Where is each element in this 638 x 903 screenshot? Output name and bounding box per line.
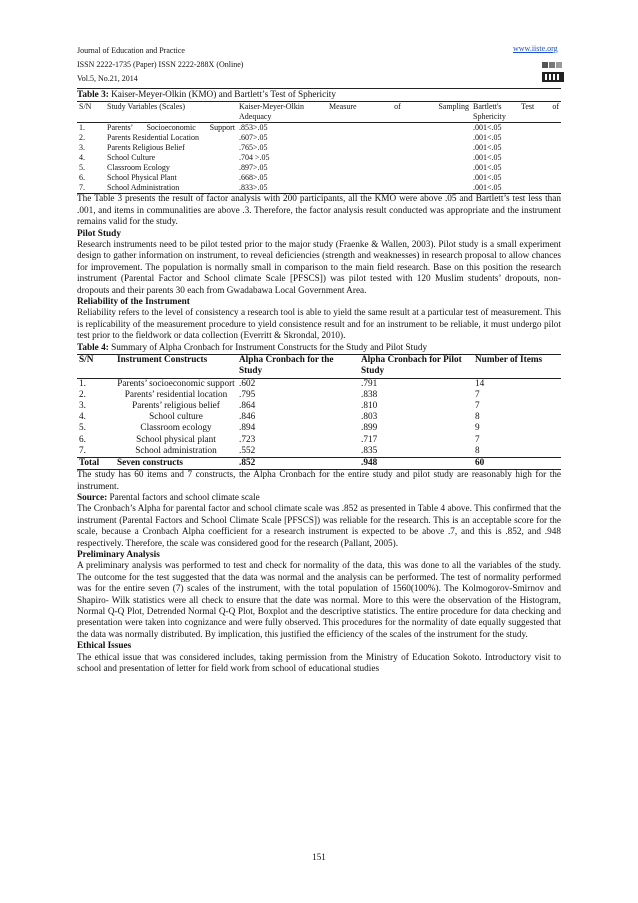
row-alpha-study: .864	[239, 400, 256, 411]
row-alpha-study: .894	[239, 423, 256, 434]
row-sn: 4.	[79, 153, 85, 163]
pilot-study-text: Research instruments need to be pilot tested prior to the major study (Fraenke & Wallen, 2003). Pilot study is a small experiment design to gather information on instrument, to reveal deficiencies (strength and weaknesses) in research proposal to allow chances for improvement. The population is normally small in comparison to the main field research. Base on this position the research instrument (Parental Factor and School climate Scale [PFSCS]) was pilot tested with 120 Muslim students’ dropouts, non-dropouts and their parents 30 each from Gwadabawa Local Government Area.	[77, 240, 561, 296]
row-sn: 7.	[79, 445, 86, 456]
table3-col-kmo: Kaiser-Meyer-Olkin Adequacy	[239, 102, 304, 122]
row-alpha-study: .602	[239, 378, 256, 389]
row-sn: 5.	[79, 163, 85, 173]
table3-label: Table 3:	[77, 90, 109, 100]
table-row	[77, 401, 561, 412]
page-header	[77, 44, 243, 86]
row-alpha-pilot: .835	[361, 445, 378, 456]
row-alpha-pilot: .810	[361, 400, 378, 411]
volume-line: Vol.5, No.21, 2014	[77, 74, 138, 83]
table3-caption	[77, 90, 561, 101]
reliability-heading: Reliability of the Instrument	[77, 297, 190, 308]
table3-col-variables: Study Variables (Scales)	[107, 102, 186, 112]
row-items: 7	[475, 389, 480, 400]
table-row	[77, 173, 561, 183]
table-row	[77, 163, 561, 173]
total-label: Total	[79, 457, 100, 468]
row-construct: Parents’ socioeconomic support	[117, 378, 235, 389]
row-construct: School administration	[135, 445, 217, 456]
header-rule	[77, 88, 561, 89]
row-sn: 6.	[79, 173, 85, 183]
row-construct: Classroom ecology	[140, 423, 212, 434]
row-variable: Parents Residential Location	[107, 133, 199, 143]
journal-url-link[interactable]: www.iiste.org	[513, 44, 558, 53]
row-bartlett: .001<.05	[473, 123, 502, 133]
row-variable: School Physical Plant	[107, 173, 177, 183]
table4-col-alpha-study: Alpha Cronbach for the Study	[239, 355, 334, 377]
table-row	[77, 143, 561, 153]
row-bartlett: .001<.05	[473, 183, 502, 193]
row-kmo: .668>.05	[239, 173, 268, 183]
table3-discussion: The Table 3 presents the result of factor analysis with 200 participants, all the KMO were above .05 and Bartlett’s test less than .001, and items in communalities are above .3. Therefore, the factor analysis result conducted was appropriate and the instrument remains valid for the study.	[77, 194, 561, 228]
row-sn: 1.	[79, 123, 85, 133]
row-bartlett: .001<.05	[473, 153, 502, 163]
row-variable: School Culture	[107, 153, 156, 163]
source-line	[77, 493, 561, 504]
row-alpha-study: .552	[239, 445, 256, 456]
page-number: 151	[312, 852, 326, 862]
row-variable: School Administration	[107, 183, 180, 193]
table3-title: Kaiser-Meyer-Olkin (KMO) and Bartlett’s Test of Sphericity	[108, 90, 336, 100]
row-alpha-pilot: .791	[361, 378, 378, 389]
row-bartlett: .001<.05	[473, 143, 502, 153]
row-sn: 2.	[79, 133, 85, 143]
table3-col-measure: Measure of Sampling	[329, 102, 469, 112]
row-items: 7	[475, 400, 480, 411]
row-kmo: .765>.05	[239, 143, 268, 153]
row-items: 8	[475, 412, 480, 423]
table4-label: Table 4:	[77, 342, 109, 353]
row-alpha-study: .795	[239, 389, 256, 400]
row-bartlett: .001<.05	[473, 173, 502, 183]
page-body	[77, 90, 561, 675]
preliminary-analysis-text: A preliminary analysis was performed to test and check for normality of the data, this was done to all the variables of the study. The outcome for the test suggested that the data was normal and the analysis can be performed. The test of normality performed was for the entire seven (7) scales of the instrument, with the total population of 1560(100%). The Kolmogorov-Smirnov and Shapiro- Wilk statistics were all check to ensure that the date was normal. More to this were the observation of the Histogram, Normal Q-Q Plot, Detrended Normal Q-Q Plot, Boxplot and the descriptive statistics. The entire procedure for data checking and presentation were taken into cognizance and were fully observed. This procedures for the normality of date equally suggested that the data was normally distributed. By implication, this justified the efficiency of the scales of the instrument for the study.	[77, 561, 561, 640]
total-alpha-pilot: .948	[361, 457, 378, 468]
row-variable: Classroom Ecology	[107, 163, 170, 173]
row-sn: 3.	[79, 143, 85, 153]
preliminary-analysis-heading: Preliminary Analysis	[77, 549, 160, 560]
row-alpha-pilot: .717	[361, 434, 378, 445]
row-sn: 5.	[79, 423, 86, 434]
row-items: 7	[475, 434, 480, 445]
issn-line: ISSN 2222-1735 (Paper) ISSN 2222-288X (Online)	[77, 60, 244, 69]
row-kmo: .607>.05	[239, 133, 268, 143]
row-sn: 3.	[79, 400, 86, 411]
pilot-study-heading: Pilot Study	[77, 228, 121, 239]
table4-header-row	[77, 355, 561, 378]
table3-header-row	[77, 102, 561, 123]
row-alpha-pilot: .838	[361, 389, 378, 400]
total-items: 60	[475, 457, 485, 468]
iiste-logo	[540, 60, 566, 84]
row-alpha-study: .846	[239, 412, 256, 423]
total-construct: Seven constructs	[117, 457, 184, 468]
row-alpha-pilot: .899	[361, 423, 378, 434]
ethical-issues-text: The ethical issue that was considered includes, taking permission from the Ministry of Education Sokoto. Introductory visit to school and presentation of letter for field work from school of educational studies	[77, 652, 561, 675]
row-sn: 1.	[79, 378, 86, 389]
row-variable: Parents Religious Belief	[107, 143, 185, 153]
row-items: 8	[475, 445, 480, 456]
table3-col-sn: S/N	[79, 102, 92, 112]
table4	[77, 354, 561, 470]
table-row	[77, 133, 561, 143]
table3-col-bartlett: Bartlett's Sphericity	[473, 102, 506, 122]
source-text: Parental factors and school climate scale	[107, 492, 260, 503]
table4-col-alpha-pilot: Alpha Cronbach for Pilot Study	[361, 355, 462, 377]
row-kmo: .704 >.05	[239, 153, 270, 163]
ethical-issues-heading: Ethical Issues	[77, 641, 132, 652]
table4-caption	[77, 343, 561, 354]
table4-col-items: Number of Items	[475, 355, 543, 366]
table-row	[77, 412, 561, 423]
table3-col-test: Test of	[521, 102, 559, 112]
row-sn: 4.	[79, 412, 86, 423]
row-sn: 2.	[79, 389, 86, 400]
row-kmo: .833>.05	[239, 183, 268, 193]
table-row	[77, 435, 561, 446]
row-sn: 7.	[79, 183, 85, 193]
table-row	[77, 378, 561, 390]
reliability-text: Reliability refers to the level of consistency a research tool is able to yield the same result at a particular test of measurement. This is replicability of the measurement procedure to yield consistence result and for an instrument to be reliable, it must undergo pilot test prior to the fieldwork or data collection (Everritt & Skrondal, 2010).	[77, 308, 561, 342]
row-items: 9	[475, 423, 480, 434]
cronbach-text: The Cronbach’s Alpha for parental factor and school climate scale was .852 as presented in Table 4 above. This confirmed that the instrument (Parental Factors and School Climate Scale [PFSCS]) was reliable for the research. This is an acceptable score for the scale, because a Cronbach Alpha coefficient for a research instrument is expected to be above .7, and this is .852, and .948 respectively. Therefore, the scale was considered good for the research (Pallant, 2005).	[77, 504, 561, 549]
table-row	[77, 153, 561, 163]
table4-col-construct: Instrument Constructs	[117, 355, 208, 366]
row-construct: School physical plant	[136, 434, 216, 445]
row-sn: 6.	[79, 434, 86, 445]
row-alpha-pilot: .803	[361, 412, 378, 423]
row-alpha-study: .723	[239, 434, 256, 445]
table4-title: Summary of Alpha Cronbach for Instrument Constructs for the Study and Pilot Study	[108, 342, 428, 353]
row-kmo: .897>.05	[239, 163, 268, 173]
table4-discussion: The study has 60 items and 7 constructs, the Alpha Cronbach for the entire study and pilot study are reasonably high for the instrument.	[77, 470, 561, 492]
source-label: Source:	[77, 492, 108, 503]
table-row	[77, 183, 561, 194]
row-items: 14	[475, 378, 485, 389]
table-row	[77, 423, 561, 434]
row-construct: Parents’ religious belief	[132, 400, 220, 411]
total-alpha-study: .852	[239, 457, 256, 468]
table-row	[77, 390, 561, 401]
row-variable: Parents’ Socioeconomic Support	[107, 123, 235, 133]
table-row	[77, 123, 561, 134]
journal-name: Journal of Education and Practice	[77, 46, 185, 55]
row-kmo: .853>.05	[239, 123, 268, 133]
row-construct: School culture	[149, 412, 203, 423]
row-bartlett: .001<.05	[473, 133, 502, 143]
table4-total-row	[77, 457, 561, 469]
table-row	[77, 446, 561, 458]
row-construct: Parents’ residential location	[124, 389, 228, 400]
row-bartlett: .001<.05	[473, 163, 502, 173]
table4-col-sn: S/N	[79, 355, 94, 366]
table3	[77, 101, 561, 194]
